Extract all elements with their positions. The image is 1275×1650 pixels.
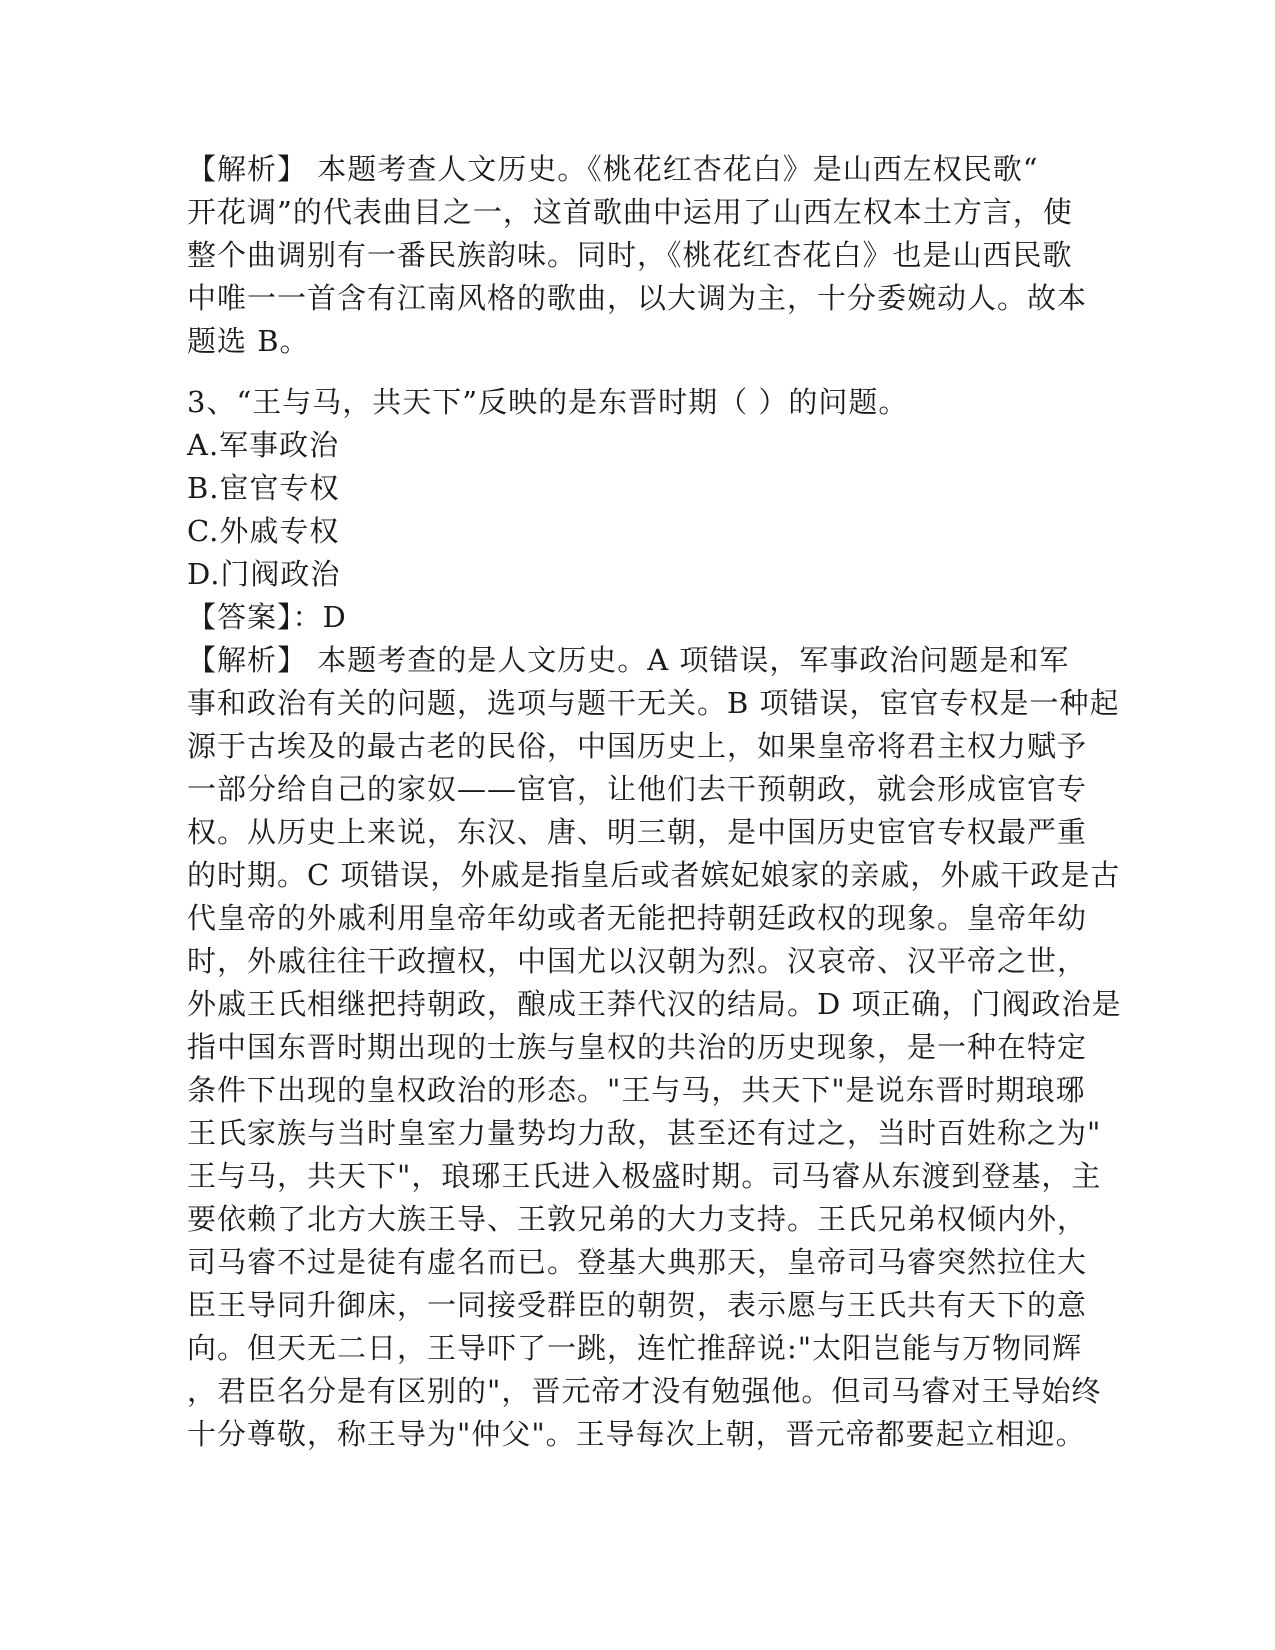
text-line: 王氏家族与当时皇室力量势均力敌，甚至还有过之，当时百姓称之为" xyxy=(187,1116,1102,1150)
text-line: 条件下出现的皇权政治的形态。"王与马，共天下"是说东晋时期琅琊 xyxy=(187,1073,1086,1107)
spacer xyxy=(187,363,1087,381)
text-line: 中唯一一首含有江南风格的歌曲，以大调为主，十分委婉动人。故本 xyxy=(187,281,1088,315)
text-line: 【解析】 本题考查人文历史。《桃花红杏花白》是山西左权民歌“ xyxy=(187,152,1039,186)
text-line: ，君臣名分是有区别的"，晋元帝才没有勉强他。但司马睿对王导始终 xyxy=(187,1374,1102,1408)
text-line: 要依赖了北方大族王导、王敦兄弟的大力支持。王氏兄弟权倾内外， xyxy=(187,1202,1088,1236)
text-line: 王与马，共天下"，琅琊王氏进入极盛时期。司马睿从东渡到登基，主 xyxy=(187,1159,1102,1193)
question-block xyxy=(187,381,1087,639)
text-line: 外戚王氏相继把持朝政，酿成王莽代汉的结局。D 项正确，门阀政治是 xyxy=(187,987,1122,1021)
text-line: 【解析】 本题考查的是人文历史。A 项错误，军事政治问题是和军 xyxy=(187,643,1070,677)
text-line: 源于古埃及的最古老的民俗，中国历史上，如果皇帝将君主权力赋予 xyxy=(187,729,1088,763)
document-page xyxy=(187,148,1122,1456)
text-line: 事和政治有关的问题，选项与题干无关。B 项错误，宦官专权是一种起 xyxy=(187,686,1120,720)
explanation-block xyxy=(187,639,1122,1456)
text-line: 十分尊敬，称王导为"仲父"。王导每次上朝，晋元帝都要起立相迎。 xyxy=(187,1417,1086,1451)
text-line: 指中国东晋时期出现的士族与皇权的共治的历史现象，是一种在特定 xyxy=(187,1030,1088,1064)
text-line: 开花调”的代表曲目之一，这首歌曲中运用了山西左权本土方言，使 xyxy=(187,195,1073,229)
option-b: B.宦官专权 xyxy=(187,471,340,505)
text-line: 司马睿不过是徒有虚名而已。登基大典那天，皇帝司马睿突然拉住大 xyxy=(187,1245,1088,1279)
option-c: C.外戚专权 xyxy=(187,514,340,548)
option-d: D.门阀政治 xyxy=(187,557,341,591)
answer-line: 【答案】：D xyxy=(187,600,347,634)
text-line: 一部分给自己的家奴——宦官，让他们去干预朝政，就会形成宦官专 xyxy=(187,772,1088,806)
text-line: 向。但天无二日，王导吓了一跳，连忙推辞说:"太阳岂能与万物同辉 xyxy=(187,1331,1083,1365)
previous-explanation xyxy=(187,148,1087,363)
option-a: A.军事政治 xyxy=(187,428,340,462)
text-line: 的时期。C 项错误，外戚是指皇后或者嫔妃娘家的亲戚，外戚干政是古 xyxy=(187,858,1121,892)
text-line: 题选 B。 xyxy=(187,324,310,358)
text-line: 权。从历史上来说，东汉、唐、明三朝，是中国历史宦官专权最严重 xyxy=(187,815,1088,849)
text-line: 臣王导同升御床，一同接受群臣的朝贺，表示愿与王氏共有天下的意 xyxy=(187,1288,1088,1322)
text-line: 时，外戚往往干政擅权，中国尤以汉朝为烈。汉哀帝、汉平帝之世， xyxy=(187,944,1088,978)
question-stem: 3、“王与马，共天下”反映的是东晋时期（ ）的问题。 xyxy=(187,385,909,419)
text-line: 整个曲调别有一番民族韵味。同时，《桃花红杏花白》也是山西民歌 xyxy=(187,238,1073,272)
text-line: 代皇帝的外戚利用皇帝年幼或者无能把持朝廷政权的现象。皇帝年幼 xyxy=(187,901,1088,935)
